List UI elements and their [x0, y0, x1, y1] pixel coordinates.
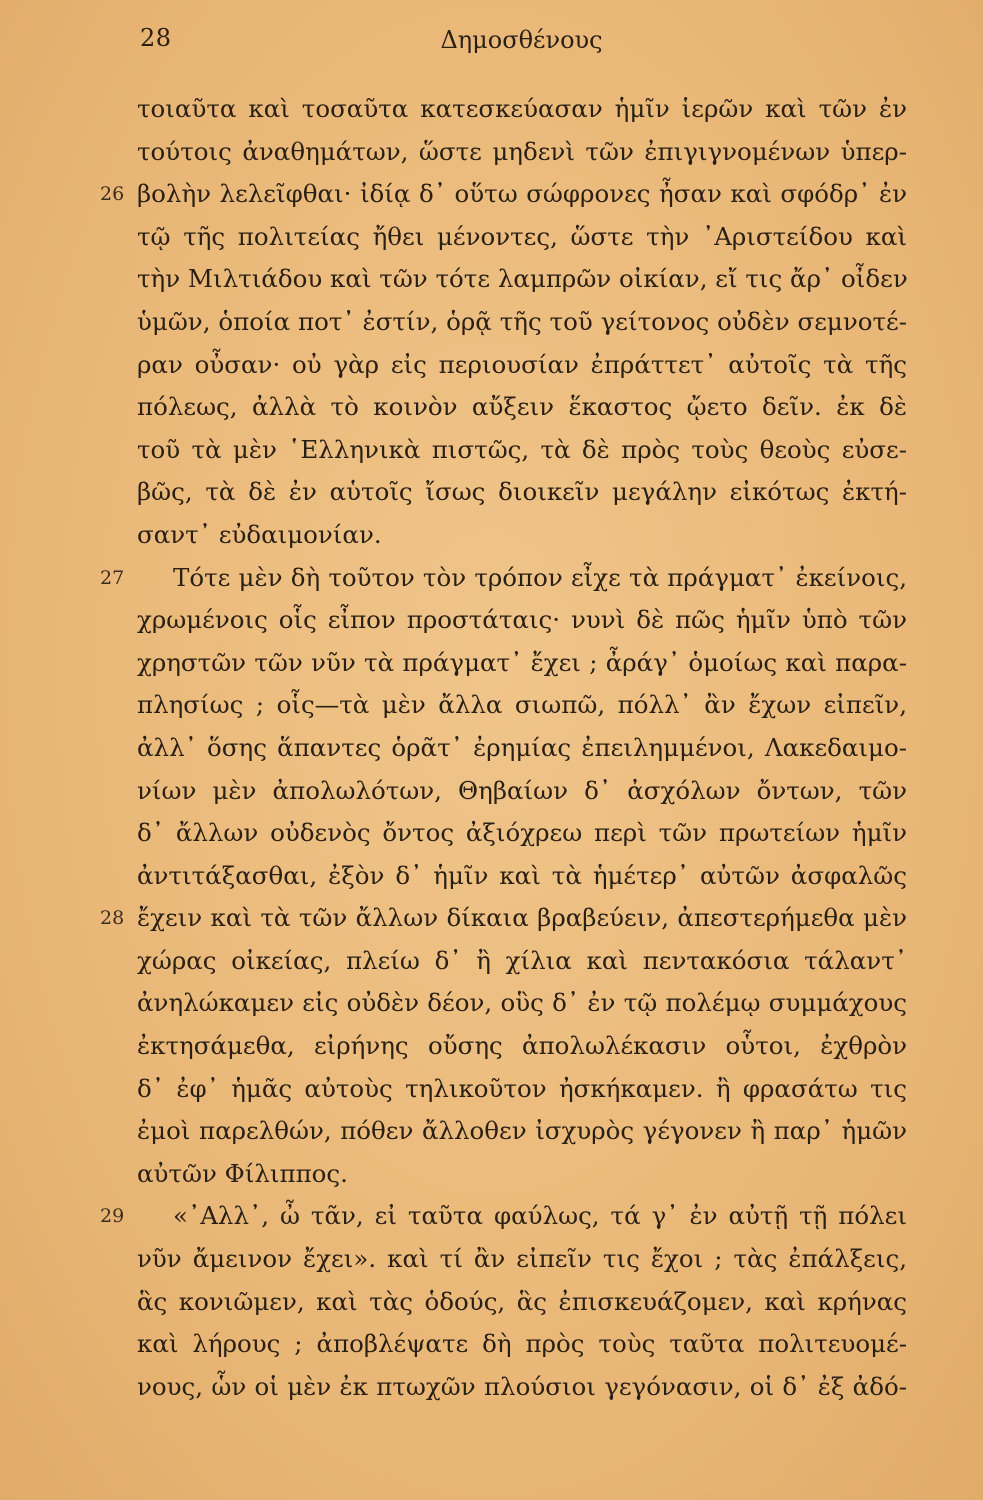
line-text: τῷ τῆς πολιτείας ἤθει μένοντες, ὥστε τὴν ᾿Αριστείδου καὶ — [137, 221, 907, 251]
text-line — [137, 429, 907, 472]
section-number: 26 — [100, 183, 125, 206]
text-line — [137, 344, 907, 387]
text-line — [137, 599, 907, 642]
text-line — [137, 1238, 907, 1281]
line-text: «᾽Αλλ᾽, ὦ τᾶν, εἰ ταῦτα φαύλως, τά γ᾽ ἐν αὐτῇ τῇ πόλει — [173, 1201, 907, 1231]
text-line — [100, 1195, 907, 1238]
text-line — [137, 216, 907, 259]
text-line — [137, 514, 907, 557]
line-text: σαντ᾽ εὐδαιμονίαν. — [137, 519, 382, 549]
text-line — [137, 301, 907, 344]
text-line — [137, 684, 907, 727]
line-text: χρηστῶν τῶν νῦν τὰ πράγματ᾽ ἔχει ; ἆράγ᾽ ὁμοίως καὶ παρα- — [137, 647, 907, 677]
line-text: βολὴν λελεῖφθαι· ἰδίᾳ δ᾽ οὕτω σώφρονες ἦσαν καὶ σφόδρ᾽ ἐν — [137, 179, 907, 209]
text-line — [137, 940, 907, 983]
line-text: νῦν ἄμεινον ἔχει». καὶ τί ἂν εἰπεῖν τις ἔχοι ; τὰς ἐπάλξεις, — [137, 1244, 907, 1274]
line-text: τὴν Μιλτιάδου καὶ τῶν τότε λαμπρῶν οἰκίαν, εἴ τις ἄρ᾽ οἶδεν — [137, 264, 908, 294]
line-text: ἀλλ᾽ ὅσης ἅπαντες ὁρᾶτ᾽ ἐρημίας ἐπειλημμένοι, Λακεδαιμο- — [137, 732, 907, 762]
text-line — [137, 642, 907, 685]
line-text: τοιαῦτα καὶ τοσαῦτα κατεσκεύασαν ἡμῖν ἱερῶν καὶ τῶν ἐν — [137, 94, 907, 123]
line-text: τούτοις ἀναθημάτων, ὥστε μηδενὶ τῶν ἐπιγιγνομένων ὑπερ- — [137, 136, 907, 166]
line-text: νους, ὧν οἱ μὲν ἐκ πτωχῶν πλούσιοι γεγόνασιν, οἱ δ᾽ ἐξ ἀδό- — [137, 1371, 907, 1401]
line-text: δ᾽ ἄλλων οὐδενὸς ὄντος ἀξιόχρεω περὶ τῶν πρωτείων ἡμῖν — [137, 818, 907, 848]
line-text: ἃς κονιῶμεν, καὶ τὰς ὁδούς, ἃς ἐπισκευάζομεν, καὶ κρήνας — [137, 1286, 907, 1316]
text-line — [137, 88, 907, 131]
text-line — [137, 1025, 907, 1068]
line-text: νίων μὲν ἀπολωλότων, Θηβαίων δ᾽ ἀσχόλων ὄντων, τῶν — [137, 775, 907, 805]
text-line — [137, 1153, 907, 1196]
text-line — [137, 1323, 907, 1366]
line-text: ἀντιτάξασθαι, ἐξὸν δ᾽ ἡμῖν καὶ τὰ ἡμέτερ᾽ αὐτῶν ἀσφαλῶς — [137, 860, 907, 890]
text-line — [100, 557, 907, 600]
text-line — [137, 1366, 907, 1409]
line-text: χώρας οἰκείας, πλείω δ᾽ ἢ χίλια καὶ πεντακόσια τάλαντ᾽ — [137, 945, 907, 975]
section-number: 28 — [100, 907, 125, 930]
running-title: Δημοσθένους — [440, 26, 603, 54]
line-text: ἐκτησάμεθα, εἰρήνης οὔσης ἀπολωλέκασιν οὗτοι, ἐχθρὸν — [137, 1031, 907, 1061]
line-text: Τότε μὲν δὴ τοῦτον τὸν τρόπον εἶχε τὰ πράγματ᾽ ἐκείνοις, — [173, 562, 907, 592]
line-text: ὑμῶν, ὁποία ποτ᾽ ἐστίν, ὁρᾷ τῆς τοῦ γείτονος οὐδὲν σεμνοτέ- — [137, 306, 907, 336]
text-line — [100, 173, 907, 216]
line-text: χρωμένοις οἷς εἶπον προστάταις· νυνὶ δὲ πῶς ἡμῖν ὑπὸ τῶν — [137, 605, 907, 635]
text-line — [137, 1110, 907, 1153]
paragraph — [100, 1195, 907, 1408]
text-body — [100, 88, 908, 1408]
text-line — [137, 1068, 907, 1111]
paragraph — [100, 557, 907, 1196]
section-number: 27 — [100, 566, 125, 589]
page-number: 28 — [140, 24, 172, 52]
line-text: δ᾽ ἐφ᾽ ἡμᾶς αὐτοὺς τηλικοῦτον ἠσκήκαμεν. ἢ φρασάτω τις — [137, 1073, 907, 1103]
paragraph — [100, 88, 908, 557]
line-text: καὶ λήρους ; ἀποβλέψατε δὴ πρὸς τοὺς ταῦτα πολιτευομέ- — [137, 1329, 907, 1359]
text-line — [137, 727, 907, 770]
text-line — [137, 770, 907, 813]
section-number: 29 — [100, 1205, 125, 1228]
text-line — [100, 897, 907, 940]
line-text: ραν οὖσαν· οὐ γὰρ εἰς περιουσίαν ἐπράττετ᾽ αὐτοῖς τὰ τῆς — [137, 349, 907, 379]
line-text: πλησίως ; οἷς—τὰ μὲν ἄλλα σιωπῶ, πόλλ᾽ ἂν ἔχων εἰπεῖν, — [137, 690, 907, 720]
line-text: ἀνηλώκαμεν εἰς οὐδὲν δέον, οὓς δ᾽ ἐν τῷ πολέμῳ συμμάχους — [137, 988, 907, 1018]
text-line — [137, 258, 907, 301]
text-line — [137, 386, 907, 429]
text-line — [137, 982, 907, 1025]
line-text: τοῦ τὰ μὲν ῾Ελληνικὰ πιστῶς, τὰ δὲ πρὸς τοὺς θεοὺς εὐσε- — [137, 434, 907, 464]
line-text: ἐμοὶ παρελθών, πόθεν ἄλλοθεν ἰσχυρὸς γέγονεν ἢ παρ᾽ ἡμῶν — [137, 1116, 907, 1146]
line-text: αὐτῶν Φίλιππος. — [137, 1158, 348, 1188]
text-line — [137, 855, 907, 898]
text-line — [137, 131, 907, 174]
line-text: ἔχειν καὶ τὰ τῶν ἄλλων δίκαια βραβεύειν, ἀπεστερήμεθα μὲν — [137, 903, 907, 933]
text-line — [137, 1281, 907, 1324]
line-text: βῶς, τὰ δὲ ἐν αὑτοῖς ἴσως διοικεῖν μεγάλην εἰκότως ἐκτή- — [137, 477, 907, 507]
text-line — [137, 812, 907, 855]
text-line — [137, 471, 907, 514]
line-text: πόλεως, ἀλλὰ τὸ κοινὸν αὔξειν ἕκαστος ᾤετο δεῖν. ἐκ δὲ — [137, 392, 907, 422]
